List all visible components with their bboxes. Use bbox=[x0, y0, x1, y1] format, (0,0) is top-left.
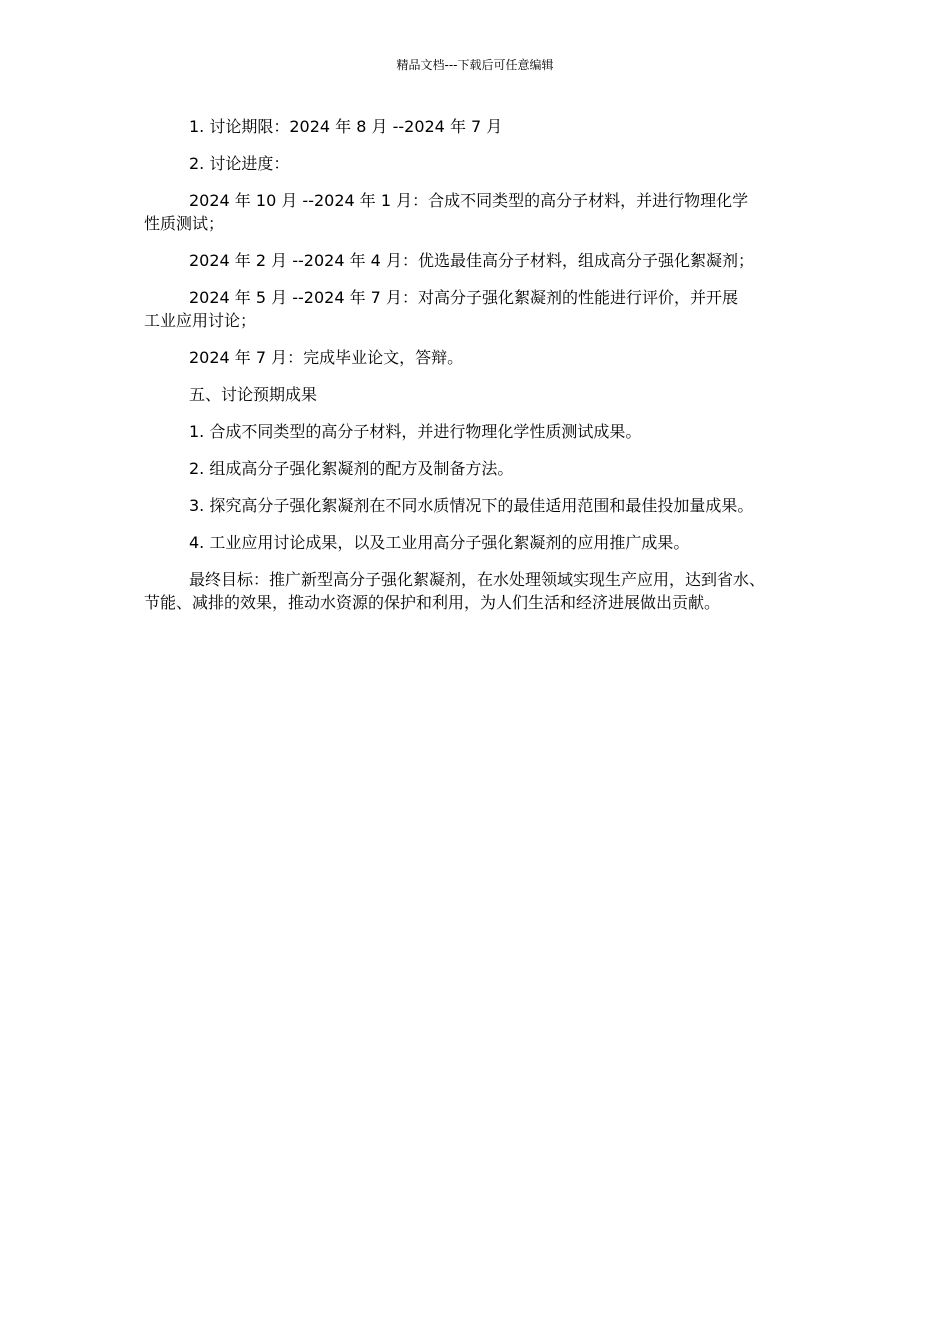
paragraph-line: 2024 年 7 月：完成毕业论文，答辩。 bbox=[189, 348, 464, 367]
paragraph-line: 五、讨论预期成果 bbox=[189, 385, 318, 404]
paragraph-line-continued: 工业应用讨论； bbox=[144, 311, 257, 330]
paragraph-schedule-4 bbox=[144, 346, 814, 369]
paragraph-line: 1. 合成不同类型的高分子材料，并进行物理化学性质测试成果。 bbox=[189, 422, 642, 441]
page-header: 精品文档---下载后可任意编辑 bbox=[396, 58, 554, 72]
paragraph-progress-heading bbox=[144, 152, 814, 175]
paragraph-line-continued: 性质测试； bbox=[144, 214, 225, 233]
paragraph-result-1 bbox=[144, 420, 814, 443]
paragraph-line: 1. 讨论期限：2024 年 8 月 --2024 年 7 月 bbox=[189, 117, 503, 136]
paragraph-final-goal bbox=[144, 568, 814, 614]
paragraph-line: 2. 讨论进度： bbox=[189, 154, 290, 173]
paragraph-line: 2024 年 2 月 --2024 年 4 月：优选最佳高分子材料，组成高分子强化絮凝剂； bbox=[189, 251, 754, 270]
paragraph-line: 3. 探究高分子强化絮凝剂在不同水质情况下的最佳适用范围和最佳投加量成果。 bbox=[189, 496, 754, 515]
paragraph-line-continued: 节能、减排的效果，推动水资源的保护和利用，为人们生活和经济进展做出贡献。 bbox=[144, 593, 721, 612]
paragraph-result-2 bbox=[144, 457, 814, 480]
paragraph-line: 2024 年 5 月 --2024 年 7 月：对高分子强化絮凝剂的性能进行评价，并开展 bbox=[189, 288, 738, 307]
section-heading-expected-results bbox=[144, 383, 814, 406]
paragraph-line: 2. 组成高分子强化絮凝剂的配方及制备方法。 bbox=[189, 459, 514, 478]
paragraph-result-3 bbox=[144, 494, 814, 517]
paragraph-period bbox=[144, 115, 814, 138]
document-body bbox=[144, 115, 814, 628]
paragraph-schedule-1 bbox=[144, 189, 814, 235]
paragraph-line: 最终目标：推广新型高分子强化絮凝剂，在水处理领域实现生产应用，达到省水、 bbox=[189, 570, 766, 589]
paragraph-schedule-3 bbox=[144, 286, 814, 332]
paragraph-line: 2024 年 10 月 --2024 年 1 月：合成不同类型的高分子材料，并进行物理化学 bbox=[189, 191, 749, 210]
paragraph-schedule-2 bbox=[144, 249, 814, 272]
paragraph-line: 4. 工业应用讨论成果，以及工业用高分子强化絮凝剂的应用推广成果。 bbox=[189, 533, 690, 552]
paragraph-result-4 bbox=[144, 531, 814, 554]
